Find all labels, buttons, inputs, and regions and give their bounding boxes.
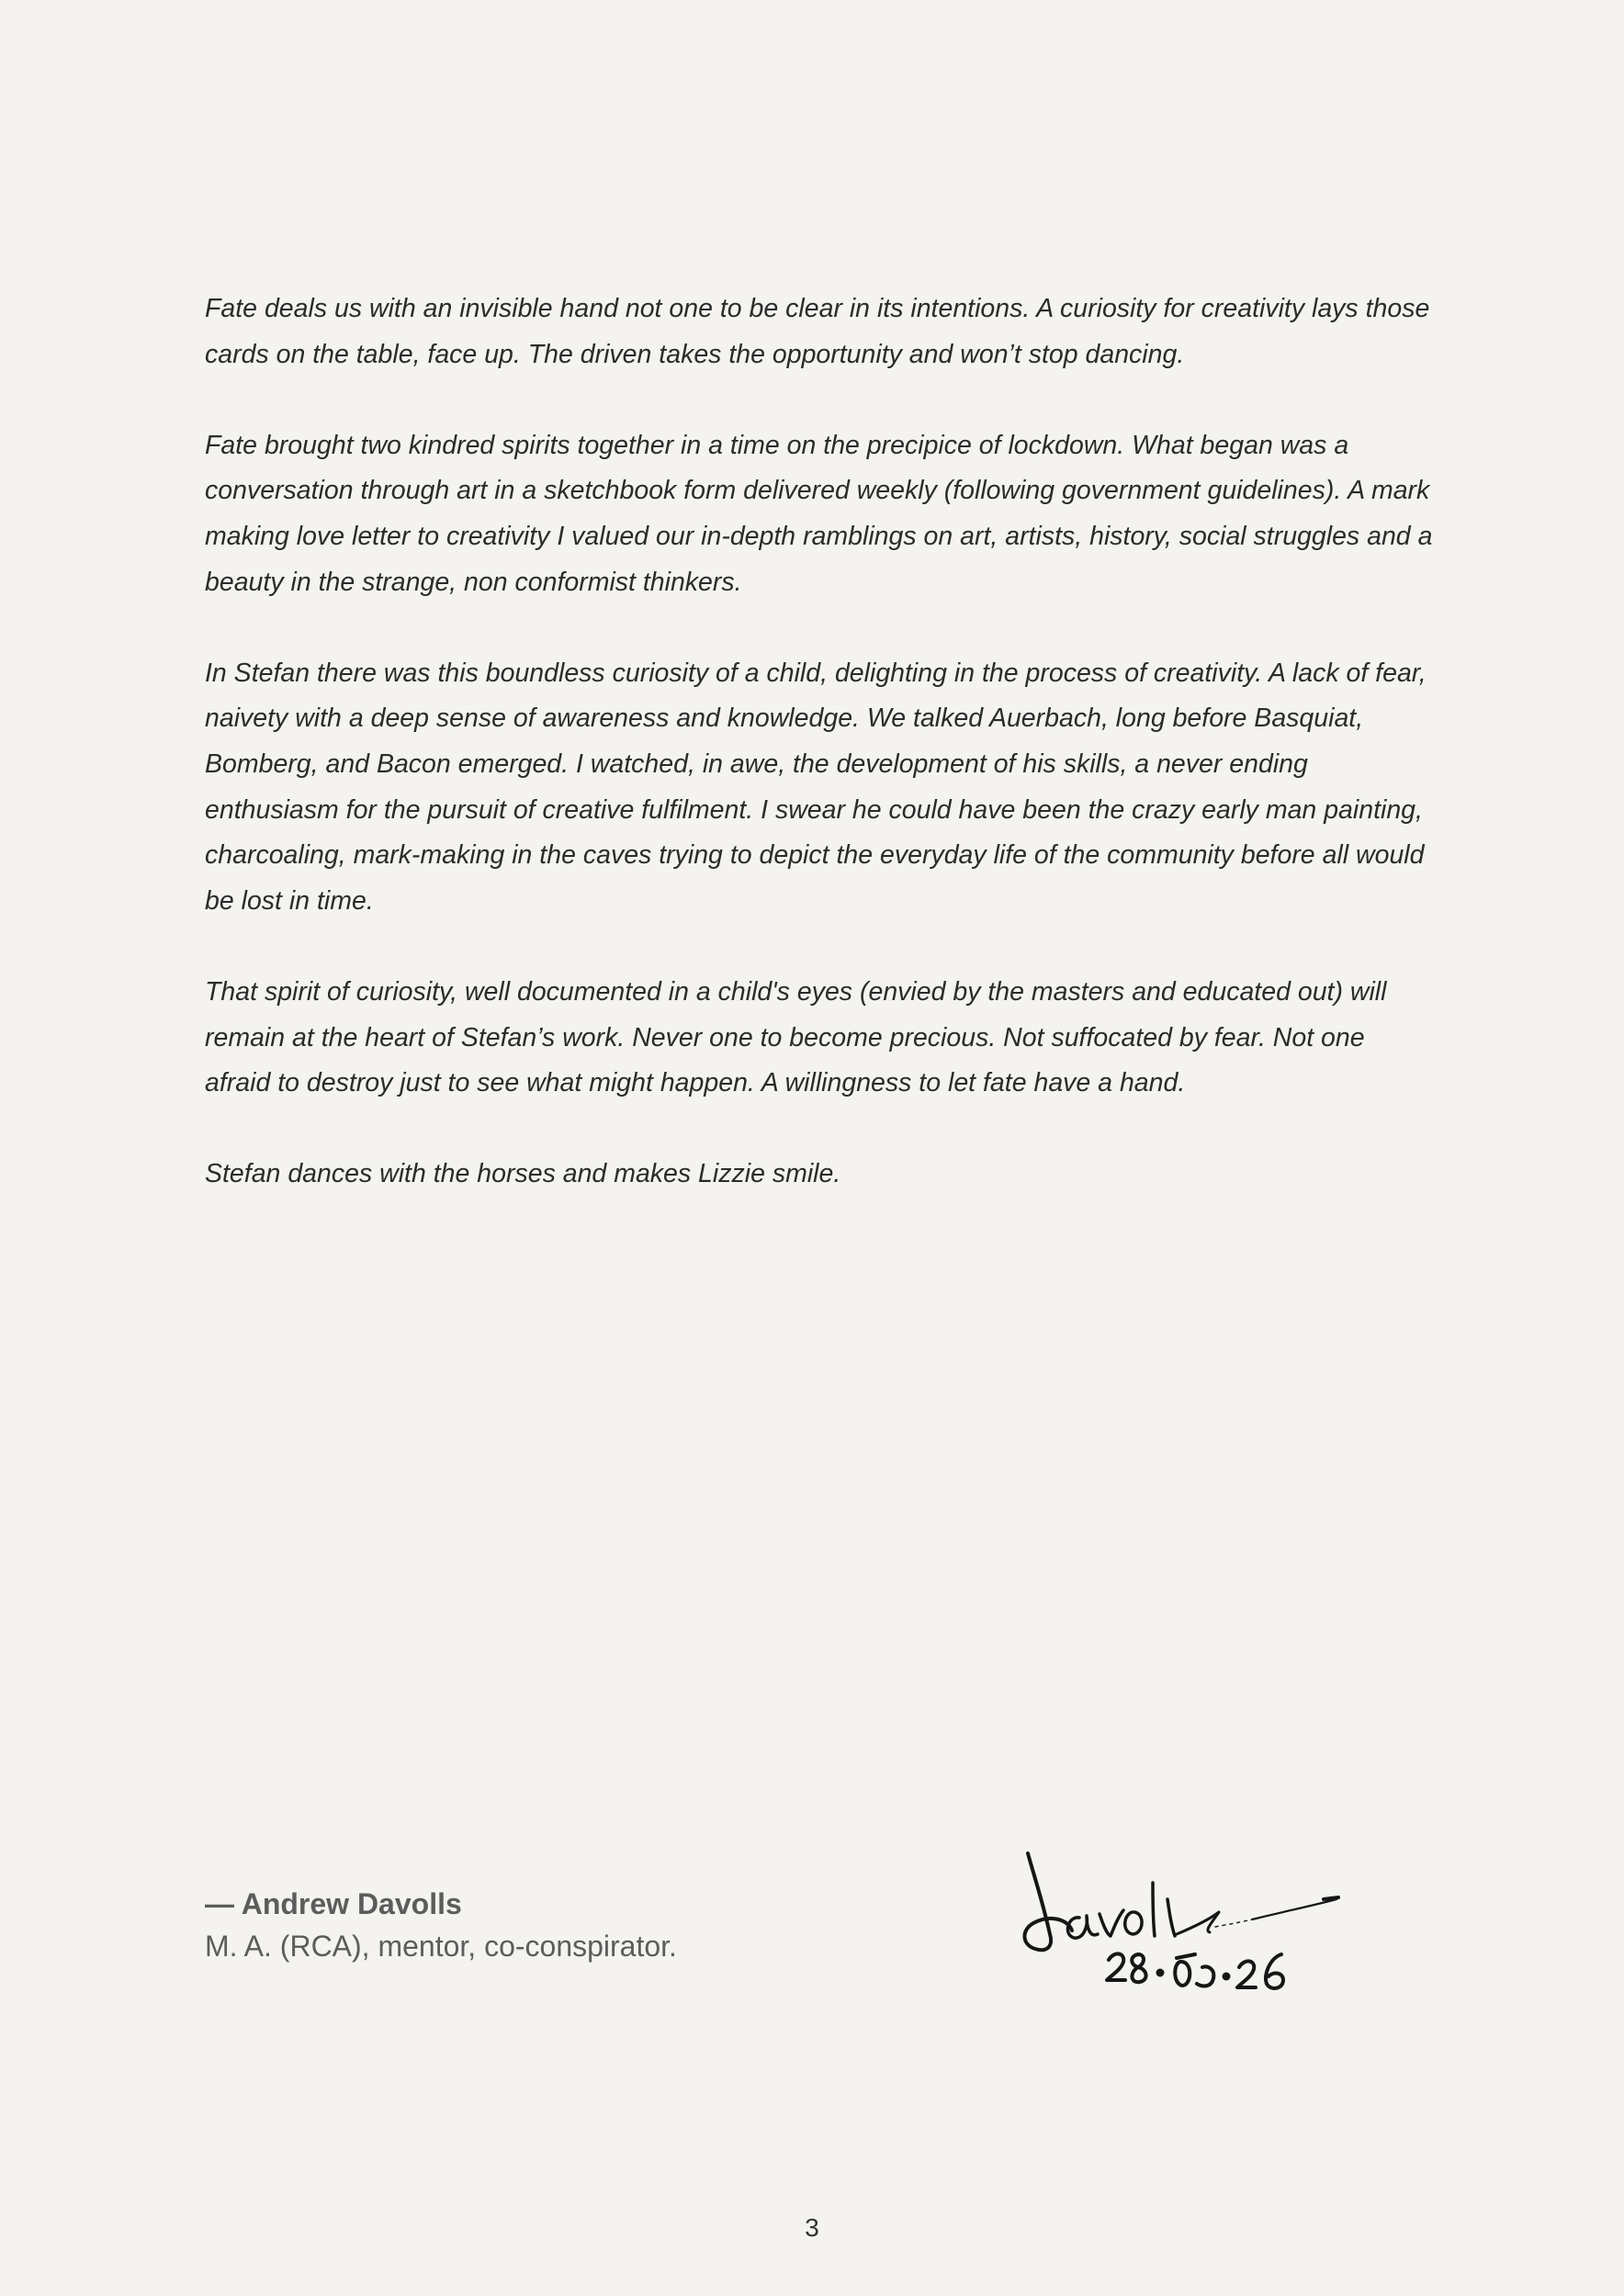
paragraph-3: In Stefan there was this boundless curiosity of a child, delighting in the process of creativity. A lack of fear, naivety with a deep sense of awareness and knowledge. We talked Auerbach, long before Basquiat, Bomberg, and Bacon emerged. I watched, in awe, the development of his skills, a never ending enthusiasm for the pursuit of creative fulfilment. I swear he could have been the crazy early man painting, charcoaling, mark-making in the caves trying to depict the everyday life of the community before all would be lost in time. [205,658,1427,916]
paragraph-1: Fate deals us with an invisible hand not one to be clear in its intentions. A curiosity for creativity lays those cards on the table, face up. The driven takes the opportunity and won’t stop dancing. [205,294,1430,369]
paragraph-4: That spirit of curiosity, well documented in a child's eyes (envied by the masters and educated out) will remain at the heart of Stefan’s work. Never one to become precious. Not suffocated by fear. Not one afraid to destroy just to see what might happen. A willingness to let fate have a hand. [205,976,1387,1098]
paragraph-5: Stefan dances with the horses and makes Lizzie smile. [205,1159,841,1189]
author-role: M. A. (RCA), mentor, co-conspirator. [205,1930,677,1963]
letter-body [205,287,1436,1243]
author-name: — Andrew Davolls [205,1887,462,1920]
paragraph-2: Fate brought two kindred spirits together in a time on the precipice of lockdown. What began was a conversation through art in a sketchbook form delivered weekly (following government guidelines). A mark making love letter to creativity I valued our in-depth ramblings on art, artists, history, social struggles and a beauty in the strange, non conformist thinkers. [205,430,1433,597]
handwritten-signature [1015,1846,1346,2011]
page-number: 3 [805,2213,819,2242]
author-block [205,1883,677,1967]
